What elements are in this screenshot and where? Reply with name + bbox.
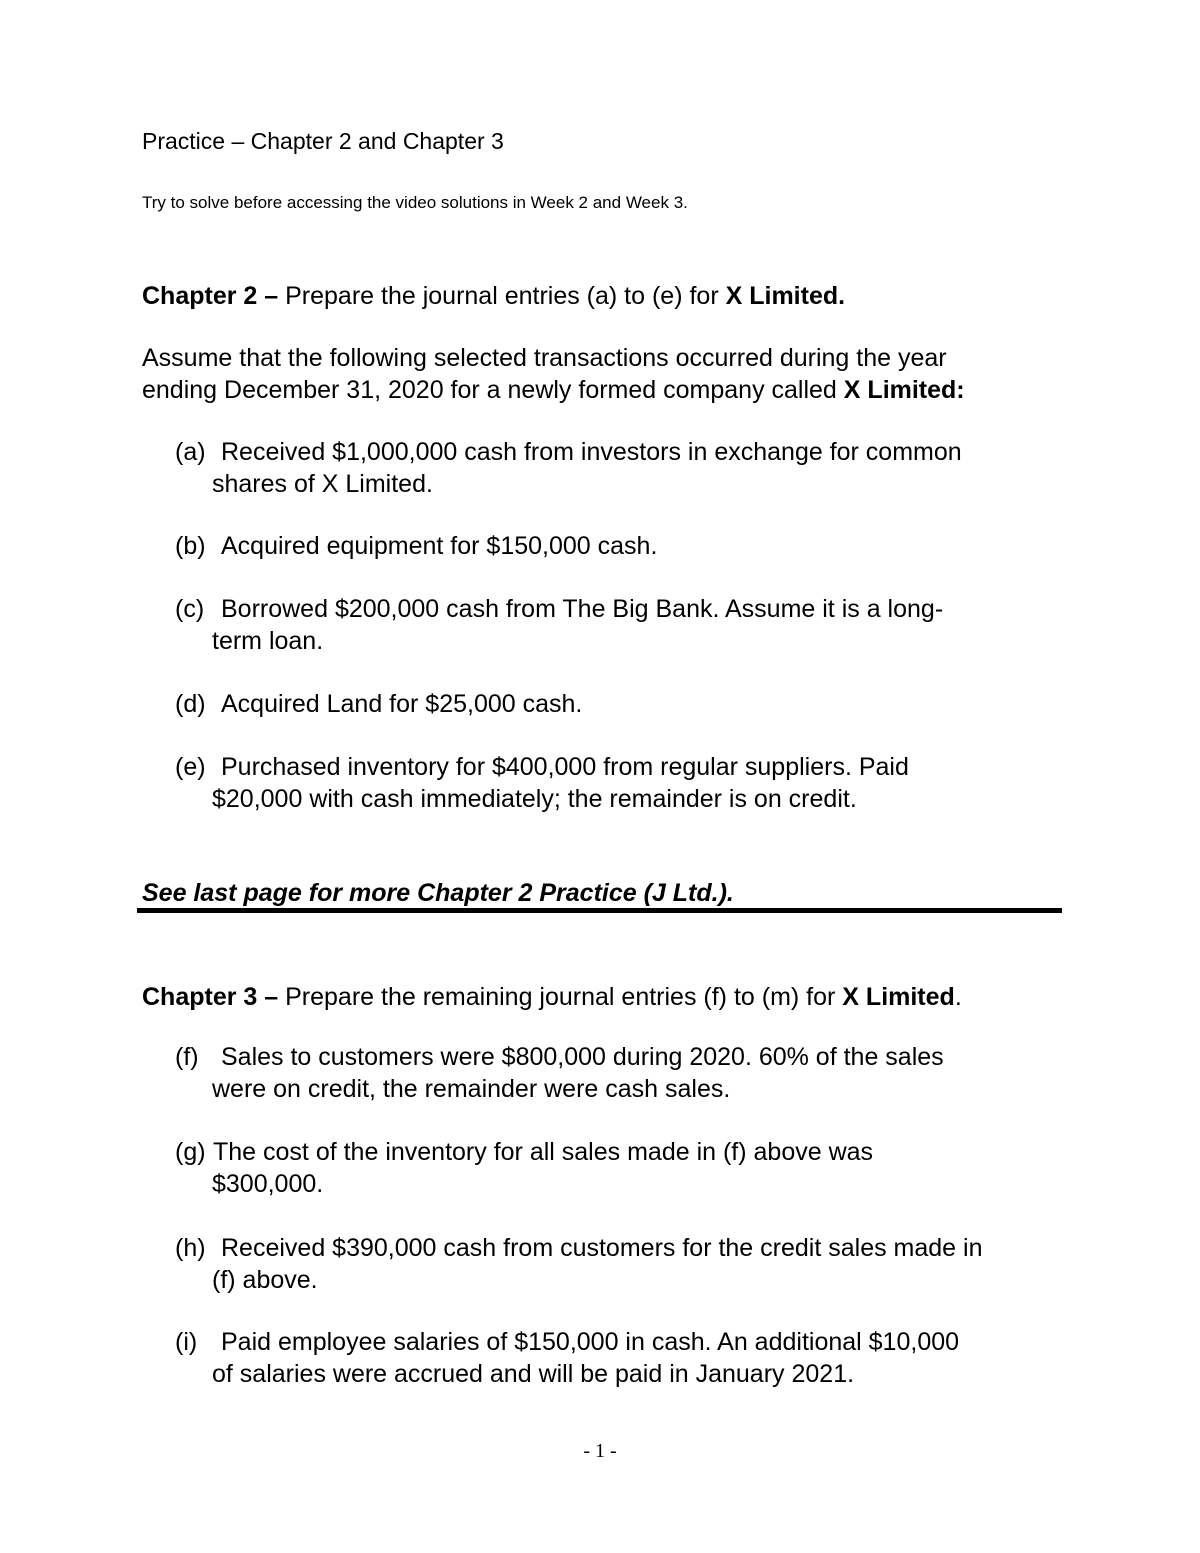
item-text: Paid employee salaries of $150,000 in cash. An additional $10,000 [221, 1328, 960, 1356]
chapter3-end: . [954, 983, 962, 1011]
item-text: The cost of the inventory for all sales made in (f) above was [213, 1138, 874, 1166]
chapter2-label: Chapter 2 – [142, 282, 279, 310]
chapter3-text: Prepare the remaining journal entries (f) to (m) for [278, 983, 843, 1011]
list-item [175, 1326, 959, 1390]
list-item [175, 1232, 983, 1296]
chapter2-intro [142, 342, 965, 406]
list-item [175, 688, 582, 720]
page-subtitle: Try to solve before accessing the video solutions in Week 2 and Week 3. [142, 193, 688, 212]
list-item [175, 751, 909, 815]
list-item [175, 1041, 944, 1105]
item-text-cont: $300,000. [212, 1170, 324, 1198]
item-text: Acquired Land for $25,000 cash. [221, 690, 583, 718]
item-label: (d) [175, 690, 206, 718]
page-number: - 1 - [583, 1440, 617, 1462]
chapter2-note: See last page for more Chapter 2 Practice (J Ltd.). [142, 879, 734, 907]
item-label: (c) [175, 595, 205, 623]
item-label: (h) [175, 1234, 206, 1262]
item-label: (a) [175, 438, 206, 466]
item-label: (i) [175, 1328, 198, 1356]
chapter2-company: X Limited. [725, 282, 846, 310]
item-text-cont: of salaries were accrued and will be paid in January 2021. [212, 1360, 855, 1388]
intro-company: X Limited: [843, 376, 965, 404]
item-text: Acquired equipment for $150,000 cash. [221, 532, 658, 560]
list-item [175, 593, 943, 657]
list-item [175, 1136, 873, 1200]
chapter3-label: Chapter 3 – [142, 983, 279, 1011]
item-label: (g) [175, 1138, 206, 1166]
item-text-cont: $20,000 with cash immediately; the remainder is on credit. [212, 785, 857, 813]
chapter2-text: Prepare the journal entries (a) to (e) for [278, 282, 726, 310]
page-title: Practice – Chapter 2 and Chapter 3 [142, 128, 504, 154]
item-text: Received $390,000 cash from customers for the credit sales made in [221, 1234, 983, 1262]
item-label: (e) [175, 753, 206, 781]
item-text-cont: (f) above. [212, 1266, 318, 1294]
item-text-cont: were on credit, the remainder were cash sales. [212, 1075, 731, 1103]
intro-line-1: Assume that the following selected transactions occurred during the year [142, 344, 947, 372]
item-text-cont: shares of X Limited. [212, 470, 433, 498]
list-item [175, 530, 657, 562]
item-text-cont: term loan. [212, 627, 324, 655]
intro-line-2-text: ending December 31, 2020 for a newly formed company called [142, 376, 844, 404]
item-label: (f) [175, 1043, 199, 1071]
item-label: (b) [175, 532, 206, 560]
chapter2-heading [142, 280, 845, 312]
item-text: Sales to customers were $800,000 during 2020. 60% of the sales [221, 1043, 944, 1071]
chapter3-heading [142, 981, 962, 1013]
item-text: Purchased inventory for $400,000 from regular suppliers. Paid [221, 753, 909, 781]
item-text: Received $1,000,000 cash from investors in exchange for common [221, 438, 962, 466]
item-text: Borrowed $200,000 cash from The Big Bank. Assume it is a long- [221, 595, 944, 623]
list-item [175, 436, 962, 500]
intro-line-2 [142, 374, 965, 406]
chapter3-company: X Limited [842, 983, 955, 1011]
divider-rule [137, 908, 1062, 913]
